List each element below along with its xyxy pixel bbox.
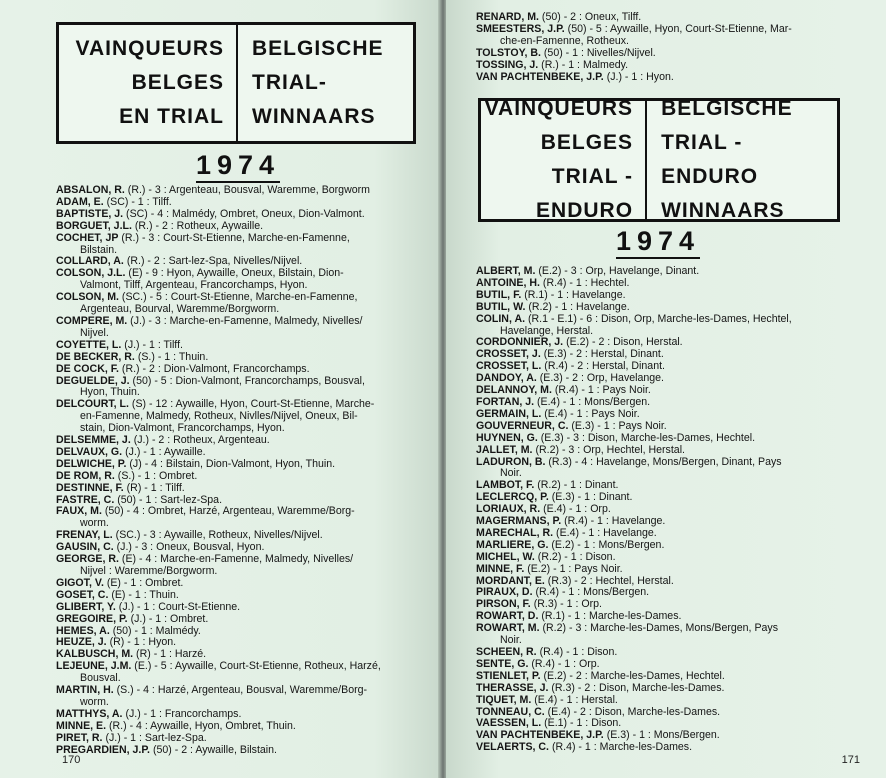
rider-results: (E.2) - 1 : Pays Noir. (524, 562, 623, 575)
result-entry (56, 376, 428, 400)
rider-name: ABSALON, R. (56, 184, 125, 196)
result-entry-line (476, 314, 876, 326)
rider-name: DELVAUX, G. (56, 445, 123, 458)
rider-name: BAPTISTE, J. (56, 207, 124, 220)
rider-results: (SC.) - 3 : Aywaille, Rotheux, Nivelles/Nijvel. (112, 529, 323, 542)
rider-results: (S.) - 1 : Thuin. (134, 350, 209, 363)
rider-results: (J.) - 1 : Francorchamps. (122, 707, 242, 720)
rider-results: (J.) - 1 : Ombret. (127, 612, 209, 625)
right-year-heading: 1974 (616, 226, 700, 259)
rider-name: KALBUSCH, M. (56, 648, 134, 661)
rider-results-continued: Nijvel : Waremme/Borgworm. (80, 565, 218, 577)
rider-results: (J.) - 1 : Sart-lez-Spa. (102, 731, 207, 744)
left-header-dutch (238, 25, 384, 141)
result-entry-line (56, 745, 428, 757)
rider-name: CROSSET, L. (476, 360, 542, 373)
rider-results: (R.2) - 1 : Havelange. (525, 300, 630, 313)
rider-name: ANTOINE, H. (476, 276, 540, 289)
rider-results: (J) - 4 : Bilstain, Dion-Valmont, Hyon, Thuin. (126, 457, 336, 470)
rider-results-continued: Havelange, Herstal. (500, 324, 594, 337)
rider-name: PREGARDIEN, J.P. (56, 743, 150, 756)
rider-results-continued: Bilstain. (80, 243, 118, 256)
rider-results: (R.) - 3 : Court-St-Etienne, Marche-en-Famenne, (118, 231, 350, 244)
rider-name: BUTIL, F. (476, 288, 522, 301)
rider-results: (E.) - 5 : Aywaille, Court-St-Etienne, Rotheux, Harzé, (131, 660, 381, 673)
left-header-nl-line: WINNAARS (252, 105, 376, 128)
rider-name: HUYNEN, G. (476, 431, 538, 444)
right-header-fr-line: BELGES (540, 131, 634, 154)
rider-name: MARLIERE, G. (476, 538, 549, 551)
rider-name: DE ROM, R. (56, 469, 115, 482)
rider-results-continued: worm. (80, 695, 109, 708)
rider-results: (E) - 9 : Hyon, Aywaille, Oneux, Bilstain, Dion- (125, 267, 344, 280)
rider-name: SENTE, G. (476, 657, 529, 670)
rider-name: DELWICHE, P. (56, 457, 127, 470)
rider-results-continued: Bousval. (80, 672, 121, 685)
rider-name: TOLSTOY, B. (476, 46, 541, 59)
rider-results: (SC) - 4 : Malmédy, Ombret, Oneux, Dion-Valmont. (123, 207, 365, 220)
right-page-number: 171 (841, 754, 860, 766)
result-entry (476, 623, 876, 647)
rider-results: (J.) - 1 : Tilff. (121, 338, 183, 351)
rider-results-continued: stain, Dion-Valmont, Francorchamps, Hyon. (80, 422, 285, 435)
rider-name: COMPERE, M. (56, 314, 128, 327)
result-entry (56, 661, 428, 685)
rider-results: (R.3) - 4 : Havelange, Mons/Bergen, Dinant, Pays (545, 455, 782, 468)
rider-results: (E) - 4 : Marche-en-Famenne, Malmedy, Nivelles/ (118, 553, 354, 566)
right-header-box (478, 98, 840, 222)
rider-results: (50) - 5 : Dion-Valmont, Francorchamps, Bousval, (129, 374, 365, 387)
rider-results: (R.3) - 1 : Orp. (530, 598, 602, 611)
rider-name: FRENAY, L. (56, 529, 113, 542)
rider-results: (S.) - 4 : Harzé, Argenteau, Bousval, Waremme/Borg- (113, 684, 368, 697)
rider-name: GLIBERT, Y. (56, 600, 116, 613)
rider-results: (E.3) - 2 : Orp, Havelange. (536, 372, 665, 385)
rider-results: (R.2) - 3 : Marche-les-Dames, Mons/Bergen, Pays (539, 622, 778, 635)
result-entry (56, 554, 428, 578)
rider-name: STIENLET, P. (476, 669, 541, 682)
rider-results: (E.4) - 1 : Havelange. (553, 526, 657, 539)
rider-results: (S) - 12 : Aywaille, Hyon, Court-St-Etienne, Marche- (128, 398, 375, 411)
rider-name: DELCOURT, L. (56, 398, 129, 411)
rider-results: (E.4) - 1 : Orp. (540, 503, 611, 516)
result-entry-line (476, 72, 876, 84)
rider-results: (R.4) - 1 : Mons/Bergen. (532, 586, 650, 599)
result-entry (56, 506, 428, 530)
rider-results: (J.) - 3 : Oneux, Bousval, Hyon. (113, 541, 265, 554)
rider-results: (R.4) - 1 : Orp. (528, 657, 600, 670)
rider-name: TOSSING, J. (476, 58, 539, 71)
rider-results-continued: Hyon, Thuin. (80, 386, 140, 399)
rider-name: DE BECKER, R. (56, 350, 135, 363)
rider-results: (J.) - 3 : Marche-en-Famenne, Malmedy, Nivelles/ (127, 314, 363, 327)
rider-results-continued: en-Famenne, Malmedy, Rotheux, Nivlles/Nijvel, Oneux, Bil- (80, 410, 358, 423)
result-entry (476, 72, 876, 84)
rider-name: COLLARD, A. (56, 255, 124, 268)
right-continued-list (476, 12, 876, 83)
result-entry (56, 399, 428, 435)
result-entry-line (56, 233, 428, 245)
rider-results: (J.) - 2 : Rotheux, Argenteau. (130, 434, 270, 447)
rider-name: DELSEMME, J. (56, 434, 131, 447)
rider-results: (R.) - 2 : Sart-lez-Spa, Nivelles/Nijvel. (123, 255, 303, 268)
rider-name: LORIAUX, R. (476, 503, 541, 516)
right-page (446, 0, 886, 778)
rider-results: (E.2) - 3 : Orp, Havelange, Dinant. (535, 265, 700, 277)
rider-results: (50) - 1 : Malmédy. (109, 624, 201, 637)
rider-results: (S.) - 1 : Ombret. (114, 469, 198, 482)
rider-name: GIGOT, V. (56, 576, 104, 589)
right-header-fr-line: TRIAL - ENDURO (536, 165, 634, 222)
rider-results: (E.3) - 1 : Pays Noir. (568, 419, 667, 432)
rider-results: (E.4) - 1 : Herstal. (531, 693, 618, 706)
rider-results-continued: worm. (80, 517, 109, 530)
rider-results: (J.) - 1 : Aywaille. (122, 445, 206, 458)
rider-name: CORDONNIER, J. (476, 336, 564, 349)
result-entry-line (476, 623, 876, 635)
rider-results: (R.) - 1 : Malmedy. (538, 58, 629, 71)
rider-results: (R) - 1 : Hyon. (106, 636, 177, 649)
result-entry-line (56, 316, 428, 328)
rider-name: DANDOY, A. (476, 372, 537, 385)
rider-name: THERASSE, J. (476, 681, 549, 694)
rider-results: (R.1) - 1 : Havelange. (521, 288, 626, 301)
rider-results: (R.) - 2 : Rotheux, Aywaille. (131, 219, 264, 232)
rider-results-continued: Argenteau, Bourval, Waremme/Borgworm. (80, 303, 280, 316)
rider-results: (50) - 2 : Aywaille, Bilstain. (150, 743, 277, 756)
rider-name: RENARD, M. (476, 11, 539, 23)
rider-results: (R.) - 4 : Aywaille, Hyon, Ombret, Thuin. (106, 719, 296, 732)
rider-name: PIRET, R. (56, 731, 103, 744)
rider-name: CROSSET, J. (476, 348, 541, 361)
rider-results: (E.3) - 1 : Mons/Bergen. (603, 729, 720, 742)
rider-results: (R.1 - E.1) - 6 : Dison, Orp, Marche-les-Dames, Hechtel, (525, 312, 792, 325)
rider-name: MORDANT, E. (476, 574, 545, 587)
rider-results-continued: Noir. (500, 634, 522, 647)
left-header-nl-line: TRIAL- (252, 71, 327, 94)
result-entry-line (476, 457, 876, 469)
right-header-nl-line: WINNAARS (661, 199, 785, 222)
rider-results: (50) - 1 : Sart-lez-Spa. (114, 493, 223, 506)
rider-results: (E.2) - 1 : Mons/Bergen. (548, 538, 665, 551)
result-entry-line (56, 506, 428, 518)
rider-name: HEMES, A. (56, 624, 110, 637)
rider-name: GEORGE, R. (56, 553, 119, 566)
rider-name: VAN PACHTENBEKE, J.P. (476, 70, 604, 83)
rider-results: (E.4) - 1 : Mons/Bergen. (534, 395, 651, 408)
rider-name: DEGUELDE, J. (56, 374, 130, 387)
result-entry (476, 457, 876, 481)
rider-results: (E.2) - 2 : Marche-les-Dames, Hechtel. (540, 669, 725, 682)
rider-name: DELANNOY, M. (476, 384, 552, 397)
rider-results: (R.2) - 1 : Dison. (534, 550, 616, 563)
rider-results-continued: che-en-Famenne, Rotheux. (500, 34, 629, 47)
rider-results: (R.) - 2 : Dion-Valmont, Francorchamps. (118, 362, 310, 375)
result-entry (56, 292, 428, 316)
rider-results: (R.2) - 1 : Dinant. (534, 479, 619, 492)
left-header-fr-line: EN TRIAL (119, 105, 224, 128)
rider-name: MINNE, E. (56, 719, 107, 732)
rider-results: (E.4) - 1 : Pays Noir. (541, 407, 640, 420)
rider-name: COLSON, M. (56, 291, 119, 304)
rider-name: COLIN, A. (476, 312, 526, 325)
left-header-french (59, 25, 238, 141)
rider-name: ROWART, M. (476, 622, 540, 635)
rider-name: MICHEL, W. (476, 550, 535, 563)
rider-name: DE COCK, F. (56, 362, 119, 375)
rider-name: JALLET, M. (476, 443, 533, 456)
rider-name: GREGOIRE, P. (56, 612, 128, 625)
rider-name: COLSON, J.L. (56, 267, 126, 280)
rider-name: GOUVERNEUR, C. (476, 419, 569, 432)
right-header-nl-line: TRIAL - ENDURO (661, 131, 759, 188)
result-entry (476, 314, 876, 338)
rider-results: (R.4) - 1 : Marche-les-Dames. (549, 741, 693, 754)
rider-name: SMEESTERS, J.P. (476, 22, 565, 35)
rider-name: LEJEUNE, J.M. (56, 660, 132, 673)
rider-name: LAMBOT, F. (476, 479, 535, 492)
rider-results: (R) - 1 : Tilff. (123, 481, 185, 494)
rider-name: VAN PACHTENBEKE, J.P. (476, 729, 604, 742)
rider-results: (R.4) - 1 : Hechtel. (539, 276, 630, 289)
right-header-fr-line: VAINQUEURS (484, 97, 634, 120)
left-header-fr-line: BELGES (131, 71, 224, 94)
rider-name: ALBERT, M. (476, 265, 536, 277)
result-entry-line (476, 742, 876, 754)
rider-name: TIQUET, M. (476, 693, 532, 706)
rider-name: PIRAUX, D. (476, 586, 533, 599)
result-entry-line (56, 685, 428, 697)
rider-results: (R.4) - 1 : Pays Noir. (551, 384, 651, 397)
rider-results: (E) - 1 : Ombret. (103, 576, 184, 589)
rider-name: TONNEAU, C. (476, 705, 545, 718)
rider-results: (E.1) - 1 : Dison. (541, 717, 622, 730)
result-entry (476, 24, 876, 48)
rider-results: (50) - 1 : Nivelles/Nijvel. (540, 46, 656, 59)
right-header-french (481, 97, 647, 222)
rider-name: BORGUET, J.L. (56, 219, 132, 232)
rider-name: PIRSON, F. (476, 598, 531, 611)
rider-name: GERMAIN, L. (476, 407, 542, 420)
rider-results: (R.4) - 1 : Dison. (536, 646, 618, 658)
rider-name: VELAERTS, C. (476, 741, 549, 754)
rider-name: MAGERMANS, P. (476, 515, 562, 528)
rider-results: (R.4) - 1 : Havelange. (561, 515, 666, 528)
rider-results: (SC.) - 5 : Court-St-Etienne, Marche-en-Famenne, (118, 291, 358, 304)
rider-name: LADURON, B. (476, 455, 546, 468)
rider-results: (R.) - 3 : Argenteau, Bousval, Waremme, Borgworm (124, 184, 370, 196)
rider-name: LECLERCQ, P. (476, 491, 549, 504)
rider-name: FASTRE, C. (56, 493, 115, 506)
rider-results-continued: Valmont, Tilff, Argenteau, Francorchamps, Hyon. (80, 279, 308, 292)
rider-name: VAESSEN, L. (476, 717, 542, 730)
left-page (0, 0, 440, 778)
left-header-nl-line: BELGISCHE (252, 37, 384, 60)
rider-results: (R.3) - 2 : Dison, Marche-les-Dames. (548, 681, 725, 694)
rider-results: (E.3) - 2 : Herstal, Dinant. (540, 348, 664, 361)
rider-results: (R.3) - 2 : Hechtel, Herstal. (544, 574, 674, 587)
rider-results: (R.4) - 2 : Herstal, Dinant. (541, 360, 665, 373)
rider-results: (SC) - 1 : Tilff. (103, 195, 172, 208)
left-results-list (56, 185, 428, 757)
rider-results: (50) - 4 : Ombret, Harzé, Argenteau, Waremme/Borg- (101, 505, 355, 518)
rider-name: ROWART, D. (476, 610, 539, 623)
rider-name: GOSET, C. (56, 588, 109, 601)
rider-name: MATTHYS, A. (56, 707, 123, 720)
result-entry (56, 745, 428, 757)
rider-results-continued: Nijvel. (80, 326, 109, 339)
rider-results: (E.2) - 2 : Dison, Herstal. (563, 336, 683, 349)
rider-results: (50) - 5 : Aywaille, Hyon, Court-St-Etienne, Mar- (564, 22, 792, 35)
left-header-fr-line: VAINQUEURS (75, 37, 224, 60)
rider-name: COYETTE, L. (56, 338, 122, 351)
rider-name: MINNE, F. (476, 562, 525, 575)
rider-results: (E.3) - 1 : Dinant. (548, 491, 633, 504)
result-entry (56, 316, 428, 340)
result-entry (56, 268, 428, 292)
rider-results: (R) - 1 : Harzé. (133, 648, 207, 661)
rider-name: FAUX, M. (56, 505, 102, 518)
rider-results: (E.3) - 3 : Dison, Marche-les-Dames, Hechtel. (537, 431, 756, 444)
result-entry (476, 742, 876, 754)
rider-name: SCHEEN, R. (476, 646, 537, 658)
right-header-nl-line: BELGISCHE (661, 97, 793, 120)
rider-results: (E.4) - 2 : Dison, Marche-les-Dames. (544, 705, 721, 718)
rider-name: ADAM, E. (56, 195, 104, 208)
rider-name: FORTAN, J. (476, 395, 535, 408)
result-entry (56, 685, 428, 709)
left-header-box (56, 22, 416, 144)
left-year-heading: 1974 (196, 150, 280, 183)
rider-name: MARECHAL, R. (476, 526, 554, 539)
right-header-dutch (647, 97, 837, 222)
rider-results: (R.2) - 3 : Orp, Hechtel, Herstal. (532, 443, 685, 456)
rider-name: HEUZE, J. (56, 636, 107, 649)
rider-results-continued: Noir. (500, 467, 522, 480)
right-results-list (476, 266, 876, 754)
rider-name: BUTIL, W. (476, 300, 526, 313)
rider-results: (E) - 1 : Thuin. (108, 588, 179, 601)
rider-results: (R.1) - 1 : Marche-les-Dames. (538, 610, 682, 623)
left-page-number: 170 (62, 754, 81, 766)
result-entry (56, 233, 428, 257)
rider-results: (J.) - 1 : Hyon. (603, 70, 674, 83)
rider-results: (50) - 2 : Oneux, Tilff. (538, 11, 642, 23)
rider-name: MARTIN, H. (56, 684, 114, 697)
rider-name: COCHET, JP (56, 231, 119, 244)
rider-results: (J.) - 1 : Court-St-Etienne. (115, 600, 241, 613)
rider-name: DESTINNE, F. (56, 481, 124, 494)
rider-name: GAUSIN, C. (56, 541, 114, 554)
